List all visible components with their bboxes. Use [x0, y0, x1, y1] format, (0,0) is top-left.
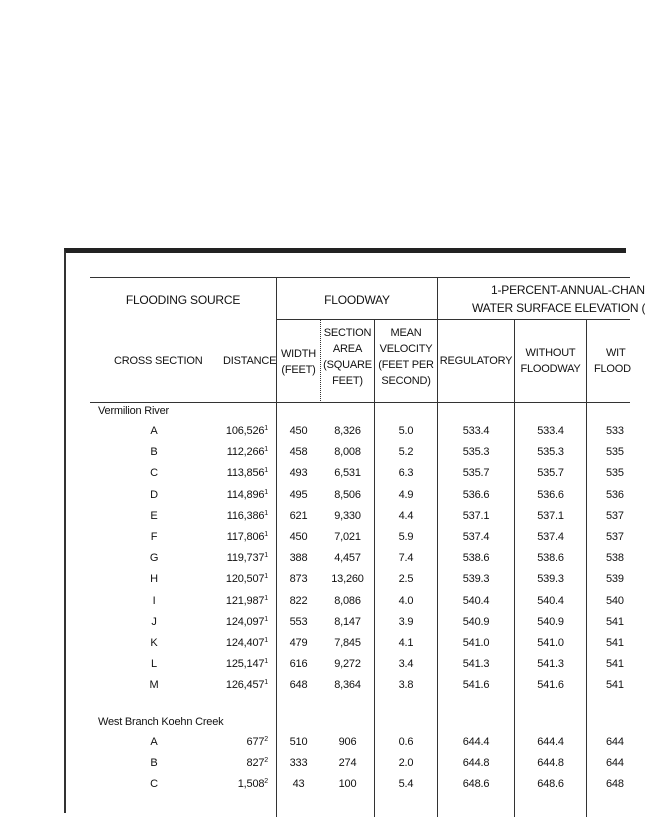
header-width-1: WIDTH	[280, 348, 317, 360]
velocity-cell: 3.9	[398, 615, 414, 628]
width-cell: 450	[289, 425, 308, 437]
width-cell: 648	[289, 679, 308, 692]
without-floodway-cell: 540.9	[537, 615, 564, 628]
group-name: Vermilion River	[98, 405, 169, 417]
area-cell: 7,021	[334, 531, 361, 543]
distance-cell: 112,266$^1$	[226, 446, 268, 459]
area-cell: 6,531	[334, 467, 361, 480]
header-with-1: WIT	[606, 347, 626, 359]
header-width-2: (FEET)	[281, 364, 316, 376]
area-cell: 8,506	[334, 488, 361, 501]
col-divider-without	[586, 319, 587, 817]
area-cell: 7,845	[334, 637, 361, 649]
velocity-cell: 4.1	[398, 637, 414, 649]
distance-cell: 124,097$^1$	[225, 615, 268, 628]
without-floodway-cell: 538.6	[537, 552, 564, 565]
cross-section-cell: I	[152, 594, 156, 607]
header-elevation-line2: WATER SURFACE ELEVATION (	[472, 301, 645, 315]
width-cell: 621	[289, 509, 308, 522]
regulatory-cell: 644.4	[462, 736, 490, 748]
header-mid-rule	[277, 319, 630, 320]
velocity-cell: 5.4	[398, 778, 414, 791]
footnote-marker: 1	[264, 594, 268, 602]
regulatory-cell: 648.6	[462, 778, 490, 791]
cross-section-cell: E	[150, 509, 158, 522]
footnote-marker: 1	[264, 552, 268, 560]
cross-section-cell: C	[150, 778, 158, 791]
header-floodway: FLOODWAY	[324, 293, 390, 307]
velocity-cell: 3.8	[398, 679, 414, 692]
header-area-1: SECTION	[323, 327, 372, 339]
width-cell: 479	[289, 637, 308, 649]
header-velocity-2: VELOCITY	[379, 343, 433, 355]
without-floodway-cell: 539.3	[537, 573, 564, 586]
cross-section-cell: L	[151, 658, 157, 671]
regulatory-cell: 541.3	[462, 658, 490, 671]
with-floodway-cell: 535	[606, 446, 624, 459]
regulatory-cell: 539.3	[462, 573, 490, 586]
without-floodway-cell: 541.6	[537, 679, 564, 692]
header-velocity-3: (FEET PER	[378, 359, 434, 371]
with-floodway-cell: 537	[606, 531, 624, 543]
distance-cell: 126,457$^1$	[225, 679, 268, 692]
regulatory-cell: 533.4	[462, 425, 490, 437]
header-area-2: AREA	[332, 343, 363, 355]
with-floodway-cell: 648	[606, 778, 624, 791]
velocity-cell: 3.4	[398, 658, 414, 671]
distance-cell: 124,407$^1$	[225, 637, 268, 649]
distance-cell: 121,987$^1$	[225, 594, 268, 607]
area-cell: 8,364	[334, 679, 361, 692]
footnote-marker: 1	[264, 446, 268, 454]
width-cell: 510	[289, 736, 308, 748]
footnote-marker: 1	[264, 658, 268, 666]
area-cell: 8,008	[334, 446, 361, 459]
regulatory-cell: 541.6	[462, 679, 490, 692]
velocity-cell: 7.4	[398, 552, 414, 565]
with-floodway-cell: 537	[606, 509, 624, 522]
distance-cell: 119,737$^1$	[226, 552, 268, 565]
without-floodway-cell: 535.7	[537, 467, 564, 480]
distance-cell: 116,386$^1$	[226, 509, 268, 522]
with-floodway-cell: 536	[606, 488, 624, 501]
without-floodway-cell: 535.3	[537, 446, 564, 459]
area-cell: 13,260	[331, 573, 364, 586]
footnote-marker: 1	[264, 573, 268, 581]
without-floodway-cell: 536.6	[537, 488, 564, 501]
area-cell: 9,330	[334, 509, 361, 522]
regulatory-cell: 538.6	[462, 552, 490, 565]
area-cell: 8,326	[334, 425, 361, 437]
with-floodway-cell: 644	[606, 757, 624, 770]
area-cell: 274	[338, 757, 357, 770]
regulatory-cell: 540.4	[462, 594, 490, 607]
with-floodway-cell: 538	[606, 552, 624, 565]
width-cell: 873	[289, 573, 308, 586]
velocity-cell: 4.4	[398, 509, 414, 522]
floodway-data-table	[64, 248, 645, 813]
distance-cell: 113,856$^1$	[226, 467, 268, 480]
velocity-cell: 4.0	[398, 594, 414, 607]
width-cell: 458	[289, 446, 308, 459]
cross-section-cell: D	[150, 488, 158, 501]
width-cell: 450	[289, 531, 308, 543]
without-floodway-cell: 537.4	[537, 531, 564, 543]
regulatory-cell: 537.1	[462, 509, 490, 522]
regulatory-cell: 537.4	[462, 531, 490, 543]
width-cell: 43	[292, 778, 305, 791]
width-cell: 388	[289, 552, 308, 565]
footnote-marker: 1	[264, 467, 268, 475]
area-cell: 4,457	[334, 552, 361, 565]
footnote-marker: 2	[264, 757, 268, 765]
distance-cell: $827^2$	[246, 757, 268, 770]
with-floodway-cell: 541	[606, 637, 624, 649]
header-cross-section: CROSS SECTION	[114, 355, 203, 367]
footnote-marker: 2	[264, 778, 268, 786]
velocity-cell: 2.5	[398, 573, 414, 586]
cross-section-cell: B	[150, 446, 158, 459]
regulatory-cell: 536.6	[462, 488, 490, 501]
cross-section-cell: C	[150, 467, 158, 480]
without-floodway-cell: 644.4	[537, 736, 564, 748]
regulatory-cell: 540.9	[462, 615, 490, 628]
width-cell: 553	[289, 615, 308, 628]
header-top-rule	[90, 277, 630, 278]
header-distance: DISTANCE	[223, 355, 277, 367]
cross-section-cell: H	[150, 573, 158, 586]
header-without-2: FLOODWAY	[520, 363, 581, 375]
header-velocity-4: SECOND)	[381, 375, 431, 387]
footnote-marker: 1	[264, 509, 268, 517]
regulatory-cell: 644.8	[462, 757, 490, 770]
cross-section-cell: K	[150, 637, 158, 649]
without-floodway-cell: 541.3	[537, 658, 564, 671]
width-cell: 493	[289, 467, 308, 480]
cross-section-cell: A	[150, 425, 158, 437]
footnote-marker: 1	[264, 679, 268, 687]
footnote-marker: 1	[264, 615, 268, 623]
without-floodway-cell: 537.1	[537, 509, 564, 522]
width-cell: 495	[289, 488, 308, 501]
header-bottom-rule	[90, 402, 630, 403]
with-floodway-cell: 539	[606, 573, 624, 586]
without-floodway-cell: 644.8	[537, 757, 564, 770]
area-cell: 9,272	[334, 658, 361, 671]
cross-section-cell: F	[150, 531, 158, 543]
distance-cell: 106,526$^1$	[225, 425, 268, 437]
cross-section-cell: A	[150, 736, 158, 748]
area-cell: 100	[338, 778, 357, 791]
without-floodway-cell: 540.4	[537, 594, 564, 607]
regulatory-cell: 541.0	[462, 637, 490, 649]
with-floodway-cell: 535	[606, 467, 624, 480]
group-name: West Branch Koehn Creek	[98, 716, 224, 728]
footnote-marker: 1	[264, 531, 268, 538]
distance-cell: $677^2$	[246, 736, 268, 748]
with-floodway-cell: 644	[606, 736, 624, 748]
velocity-cell: 0.6	[398, 736, 414, 748]
footnote-marker: 2	[264, 736, 268, 743]
without-floodway-cell: 541.0	[537, 637, 564, 649]
footnote-marker: 1	[264, 488, 268, 496]
header-without-1: WITHOUT	[525, 347, 576, 359]
distance-cell: 1,508$^2$	[237, 778, 268, 791]
cross-section-cell: G	[149, 552, 159, 565]
header-area-4: FEET)	[332, 375, 363, 387]
with-floodway-cell: 541	[606, 658, 624, 671]
with-floodway-cell: 541	[606, 615, 624, 628]
area-cell: 8,147	[334, 615, 361, 628]
without-floodway-cell: 648.6	[537, 778, 564, 791]
area-cell: 8,086	[334, 594, 361, 607]
area-cell: 906	[338, 736, 357, 748]
velocity-cell: 5.9	[398, 531, 414, 543]
velocity-cell: 2.0	[398, 757, 414, 770]
cross-section-cell: J	[151, 615, 157, 628]
header-elevation-line1: 1-PERCENT-ANNUAL-CHAN	[491, 283, 645, 297]
distance-cell: 120,507$^1$	[225, 573, 268, 586]
header-area-3: (SQUARE	[323, 359, 372, 371]
without-floodway-cell: 533.4	[537, 425, 564, 437]
width-cell: 616	[289, 658, 308, 671]
with-floodway-cell: 533	[606, 425, 624, 437]
cross-section-cell: B	[150, 757, 158, 770]
width-cell: 333	[289, 757, 308, 770]
velocity-cell: 4.9	[398, 488, 414, 501]
footnote-marker: 1	[264, 425, 268, 432]
distance-cell: 114,896$^1$	[226, 488, 268, 501]
with-floodway-cell: 541	[606, 679, 624, 692]
with-floodway-cell: 540	[606, 594, 624, 607]
header-flooding-source: FLOODING SOURCE	[125, 293, 241, 307]
distance-cell: 125,147$^1$	[225, 658, 268, 671]
width-cell: 822	[289, 594, 308, 607]
header-regulatory: REGULATORY	[439, 355, 513, 367]
velocity-cell: 5.2	[398, 446, 414, 459]
header-velocity-1: MEAN	[390, 327, 422, 339]
header-with-2: FLOOD	[594, 363, 631, 375]
footnote-marker: 1	[264, 637, 268, 644]
velocity-cell: 6.3	[398, 467, 414, 480]
cross-section-cell: M	[149, 679, 159, 692]
regulatory-cell: 535.3	[462, 446, 490, 459]
velocity-cell: 5.0	[398, 425, 414, 437]
distance-cell: 117,806$^1$	[226, 531, 268, 543]
regulatory-cell: 535.7	[462, 467, 490, 480]
